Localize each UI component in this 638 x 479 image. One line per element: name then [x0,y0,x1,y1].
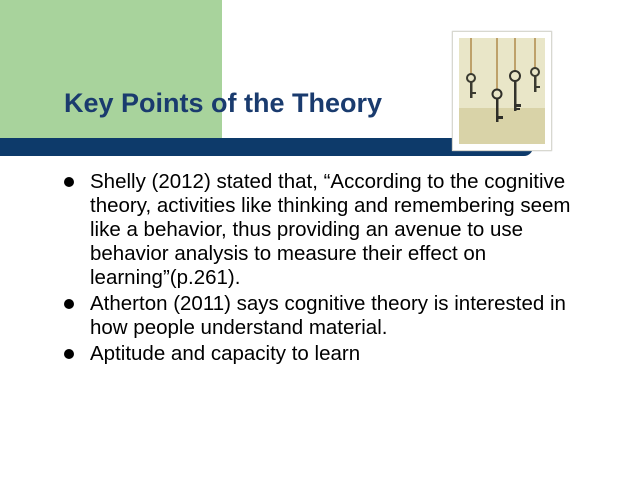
bullet-dot-icon [64,177,74,187]
bullet-item [64,342,604,366]
bullet-item [64,292,604,340]
bullet-item [64,170,604,290]
bullet-list [64,170,604,366]
slide-title: Key Points of the Theory [64,88,383,118]
bullet-dot-icon [64,299,74,309]
bullet-dot-icon [64,349,74,359]
decorative-side-panel [0,0,222,140]
bullet-text: Aptitude and capacity to learn [90,342,361,365]
bullet-text: Shelly (2012) stated that, “According to the cognitive theory, activities like thinking and remembering seem like a behavior, thus providing an avenue to use behavior analysis to measure their effect on learning”(p.261). [90,170,571,289]
hanging-keys-icon [459,38,545,144]
keys-photo [452,31,552,151]
bullet-text: Atherton (2011) says cognitive theory is interested in how people understand material. [90,292,566,339]
